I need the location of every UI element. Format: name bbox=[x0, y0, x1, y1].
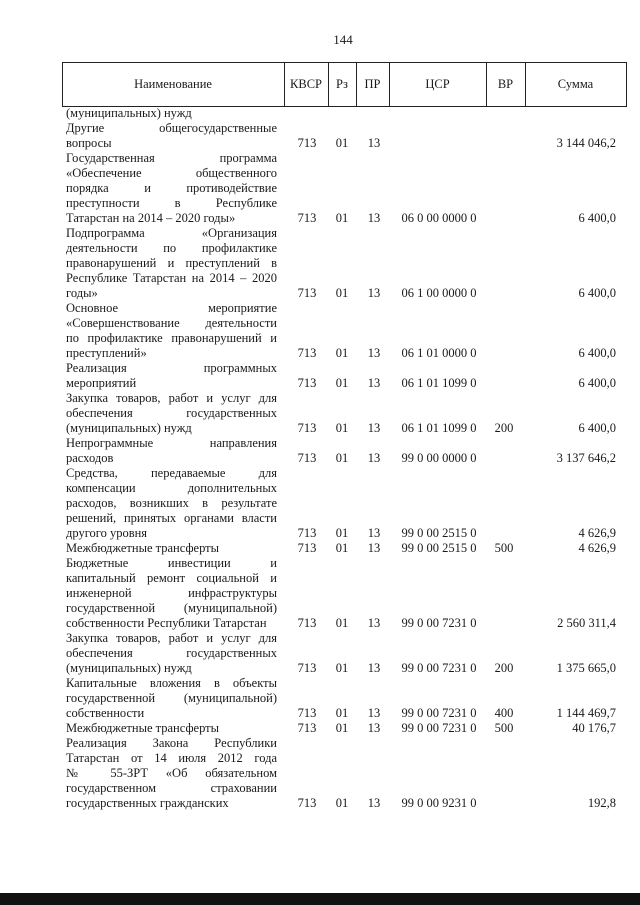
cell-pr: 13 bbox=[367, 526, 381, 540]
row-name bbox=[66, 391, 277, 436]
cell-kvsr: 713 bbox=[297, 706, 317, 720]
row-name bbox=[66, 676, 277, 721]
row-name-line: расходов bbox=[66, 451, 114, 465]
row-name-line: правонарушений и преступлений в bbox=[66, 256, 277, 270]
row-name-line: государственной (муниципальной) bbox=[66, 691, 277, 705]
cell-rz: 01 bbox=[335, 526, 349, 540]
row-name-line: годы» bbox=[66, 286, 98, 300]
row-name-line: капитальный ремонт социальной и bbox=[66, 571, 277, 585]
cell-sum: 4 626,9 bbox=[578, 526, 616, 540]
cell-kvsr: 713 bbox=[297, 211, 317, 225]
cell-csr: 99 0 00 0000 0 bbox=[401, 451, 477, 465]
row-name-line: государственном страховании bbox=[66, 781, 277, 795]
cell-sum: 6 400,0 bbox=[578, 286, 616, 300]
row-name-line: собственности bbox=[66, 706, 145, 720]
header-kvsr: КВСР bbox=[290, 76, 322, 91]
cell-sum: 40 176,7 bbox=[572, 721, 616, 735]
cell-pr: 13 bbox=[367, 346, 381, 360]
cell-pr: 13 bbox=[367, 541, 381, 555]
table-row bbox=[0, 556, 640, 631]
cell-csr: 99 0 00 7231 0 bbox=[401, 661, 477, 675]
row-name-line: мероприятий bbox=[66, 376, 137, 390]
row-name bbox=[66, 361, 277, 391]
table-row bbox=[0, 301, 640, 361]
row-name-line: Государственная программа bbox=[66, 151, 277, 165]
cell-rz: 01 bbox=[335, 721, 349, 735]
row-name bbox=[66, 301, 277, 361]
cell-pr: 13 bbox=[367, 136, 381, 150]
row-name-line: Основное мероприятие bbox=[66, 301, 277, 315]
cell-pr: 13 bbox=[367, 796, 381, 810]
row-name-line: государственных гражданских bbox=[66, 796, 229, 810]
cell-csr: 06 1 00 0000 0 bbox=[401, 286, 477, 300]
cell-vr: 500 bbox=[494, 721, 514, 735]
row-name-line: Капитальные вложения в объекты bbox=[66, 676, 277, 690]
cell-pr: 13 bbox=[367, 616, 381, 630]
cell-kvsr: 713 bbox=[297, 526, 317, 540]
row-name-line: Реализация программных bbox=[66, 361, 277, 375]
row-name-line: порядка и противодействие bbox=[66, 181, 277, 195]
row-name-line: Закупка товаров, работ и услуг для bbox=[66, 391, 277, 405]
row-name-line: «Обеспечение общественного bbox=[66, 166, 277, 180]
row-name-line: (муниципальных) нужд bbox=[66, 106, 192, 120]
cell-pr: 13 bbox=[367, 211, 381, 225]
cell-kvsr: 713 bbox=[297, 616, 317, 630]
table-row bbox=[0, 151, 640, 226]
cell-rz: 01 bbox=[335, 541, 349, 555]
cell-sum: 6 400,0 bbox=[578, 211, 616, 225]
cell-kvsr: 713 bbox=[297, 796, 317, 810]
cell-rz: 01 bbox=[335, 616, 349, 630]
cell-rz: 01 bbox=[335, 136, 349, 150]
row-name-line: Межбюджетные трансферты bbox=[66, 721, 220, 735]
cell-kvsr: 713 bbox=[297, 541, 317, 555]
cell-vr: 200 bbox=[494, 421, 514, 435]
row-name-line: вопросы bbox=[66, 136, 112, 150]
header-sum: Сумма bbox=[557, 76, 594, 91]
table-row bbox=[0, 121, 640, 151]
cell-vr: 200 bbox=[494, 661, 514, 675]
cell-sum: 4 626,9 bbox=[578, 541, 616, 555]
cell-pr: 13 bbox=[367, 721, 381, 735]
row-name bbox=[66, 736, 277, 811]
cell-csr: 99 0 00 7231 0 bbox=[401, 721, 477, 735]
cell-sum: 6 400,0 bbox=[578, 346, 616, 360]
row-name-line: № 55-ЗРТ «Об обязательном bbox=[66, 766, 277, 780]
row-name-line: расходов, возникших в результате bbox=[66, 496, 277, 510]
header-csr: ЦСР bbox=[425, 76, 450, 91]
row-name bbox=[66, 721, 277, 736]
cell-rz: 01 bbox=[335, 451, 349, 465]
table-row bbox=[0, 736, 640, 811]
row-name-line: преступлений» bbox=[66, 346, 147, 360]
cell-rz: 01 bbox=[335, 706, 349, 720]
row-name-line: (муниципальных) нужд bbox=[66, 421, 192, 435]
cell-rz: 01 bbox=[335, 211, 349, 225]
row-name bbox=[66, 556, 277, 631]
cell-sum: 6 400,0 bbox=[578, 421, 616, 435]
cell-sum: 1 375 665,0 bbox=[556, 661, 616, 675]
row-name-line: другого уровня bbox=[66, 526, 148, 540]
cell-kvsr: 713 bbox=[297, 346, 317, 360]
row-name bbox=[66, 226, 277, 301]
row-name-line: обеспечения государственных bbox=[66, 406, 277, 420]
cell-sum: 192,8 bbox=[587, 796, 616, 810]
row-name bbox=[66, 541, 277, 556]
cell-kvsr: 713 bbox=[297, 376, 317, 390]
row-name-line: Реализация Закона Республики bbox=[66, 736, 277, 750]
table-row bbox=[0, 226, 640, 301]
row-name-line: Другие общегосударственные bbox=[66, 121, 277, 135]
row-name-line: Закупка товаров, работ и услуг для bbox=[66, 631, 277, 645]
cell-kvsr: 713 bbox=[297, 421, 317, 435]
cell-pr: 13 bbox=[367, 661, 381, 675]
cell-csr: 99 0 00 2515 0 bbox=[401, 526, 477, 540]
page-number: 144 bbox=[333, 32, 353, 47]
row-name bbox=[66, 436, 277, 466]
cell-sum: 2 560 311,4 bbox=[557, 616, 616, 630]
table-row bbox=[0, 721, 640, 736]
table-row bbox=[0, 466, 640, 541]
table-row bbox=[0, 676, 640, 721]
row-name-line: деятельности по профилактике bbox=[66, 241, 277, 255]
row-name bbox=[66, 151, 277, 226]
row-name-line: компенсации дополнительных bbox=[66, 481, 277, 495]
row-name-line: преступности в Республике bbox=[66, 196, 277, 210]
cell-csr: 99 0 00 7231 0 bbox=[401, 706, 477, 720]
cell-csr: 99 0 00 7231 0 bbox=[401, 616, 477, 630]
cell-kvsr: 713 bbox=[297, 661, 317, 675]
header-pr: ПР bbox=[364, 76, 381, 91]
cell-sum: 6 400,0 bbox=[578, 376, 616, 390]
cell-rz: 01 bbox=[335, 346, 349, 360]
cell-csr: 99 0 00 9231 0 bbox=[401, 796, 477, 810]
row-name bbox=[66, 466, 277, 541]
table-body bbox=[0, 106, 640, 811]
header-rz: Рз bbox=[336, 76, 348, 91]
cell-kvsr: 713 bbox=[297, 136, 317, 150]
row-name-line: Средства, передаваемые для bbox=[66, 466, 277, 480]
header-vr: ВР bbox=[497, 76, 514, 91]
row-name-line: государственной (муниципальной) bbox=[66, 601, 277, 615]
cell-vr: 400 bbox=[494, 706, 514, 720]
row-name-line: Непрограммные направления bbox=[66, 436, 277, 450]
scan-bottom-edge bbox=[0, 893, 640, 905]
row-name-line: Республике Татарстан на 2014 – 2020 bbox=[66, 271, 277, 285]
cell-rz: 01 bbox=[335, 421, 349, 435]
cell-pr: 13 bbox=[367, 706, 381, 720]
cell-pr: 13 bbox=[367, 421, 381, 435]
cell-kvsr: 713 bbox=[297, 286, 317, 300]
cell-vr: 500 bbox=[494, 541, 514, 555]
row-name-line: Бюджетные инвестиции и bbox=[66, 556, 277, 570]
table-row bbox=[0, 541, 640, 556]
cell-sum: 3 144 046,2 bbox=[556, 136, 616, 150]
header-name: Наименование bbox=[134, 76, 212, 91]
table-row bbox=[0, 106, 640, 121]
row-name bbox=[66, 121, 277, 151]
row-name-line: Подпрограмма «Организация bbox=[66, 226, 277, 240]
row-name-line: Татарстан на 2014 – 2020 годы» bbox=[66, 211, 236, 225]
cell-rz: 01 bbox=[335, 286, 349, 300]
cell-csr: 06 0 00 0000 0 bbox=[401, 211, 477, 225]
cell-csr: 99 0 00 2515 0 bbox=[401, 541, 477, 555]
row-name-line: Татарстан от 14 июля 2012 года bbox=[66, 751, 277, 765]
table-row bbox=[0, 436, 640, 466]
cell-csr: 06 1 01 1099 0 bbox=[401, 376, 477, 390]
row-name-line: обеспечения государственных bbox=[66, 646, 277, 660]
cell-rz: 01 bbox=[335, 661, 349, 675]
cell-kvsr: 713 bbox=[297, 451, 317, 465]
row-name-line: «Совершенствование деятельности bbox=[66, 316, 277, 330]
cell-pr: 13 bbox=[367, 376, 381, 390]
row-name-line: инженерной инфраструктуры bbox=[66, 586, 277, 600]
cell-rz: 01 bbox=[335, 376, 349, 390]
col-divider bbox=[626, 62, 627, 106]
cell-pr: 13 bbox=[367, 286, 381, 300]
cell-pr: 13 bbox=[367, 451, 381, 465]
table-row bbox=[0, 361, 640, 391]
row-name bbox=[66, 631, 277, 676]
row-name-line: по профилактике правонарушений и bbox=[66, 331, 277, 345]
row-name-line: (муниципальных) нужд bbox=[66, 661, 192, 675]
cell-rz: 01 bbox=[335, 796, 349, 810]
cell-csr: 06 1 01 0000 0 bbox=[401, 346, 477, 360]
table-row bbox=[0, 631, 640, 676]
row-name-line: решений, принятых органами власти bbox=[66, 511, 277, 525]
cell-sum: 3 137 646,2 bbox=[556, 451, 616, 465]
cell-sum: 1 144 469,7 bbox=[556, 706, 616, 720]
row-name bbox=[66, 106, 277, 121]
row-name-line: Межбюджетные трансферты bbox=[66, 541, 220, 555]
cell-csr: 06 1 01 1099 0 bbox=[401, 421, 477, 435]
cell-kvsr: 713 bbox=[297, 721, 317, 735]
row-name-line: собственности Республики Татарстан bbox=[66, 616, 267, 630]
table-row bbox=[0, 391, 640, 436]
